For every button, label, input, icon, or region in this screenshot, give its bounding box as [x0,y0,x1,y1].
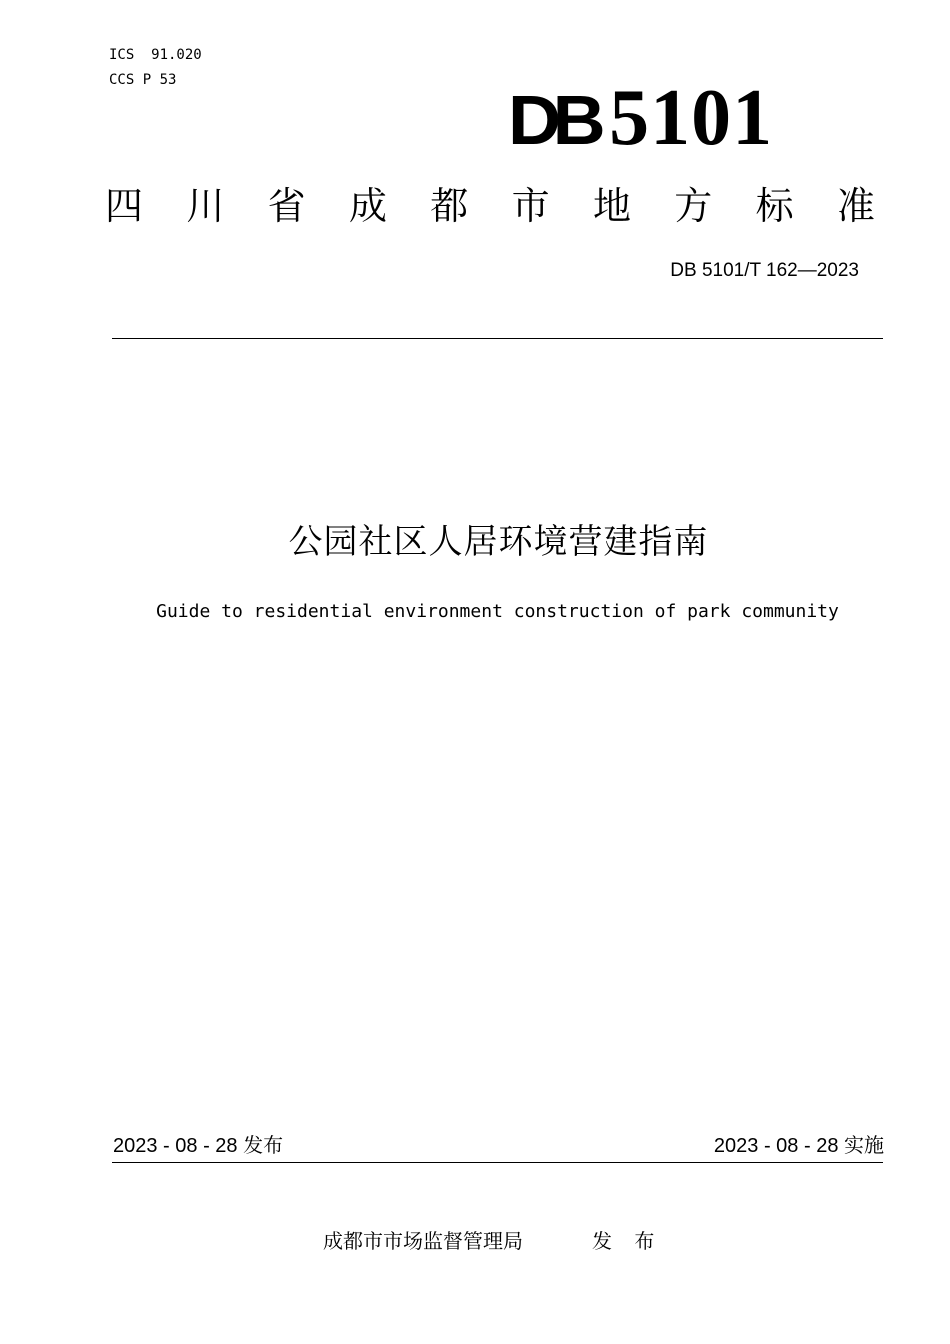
standard-type-char: 都 [430,184,469,228]
standard-type-char: 市 [511,184,550,228]
standard-type-char: 省 [267,184,306,228]
standard-type-char: 川 [186,184,225,228]
standard-type-char: 方 [674,184,713,228]
standard-type-char: 成 [348,184,387,228]
ics-code: ICS 91.020 [109,47,202,63]
standard-type-char: 标 [755,184,794,228]
standard-number: DB 5101/T 162—2023 [670,260,859,281]
bottom-divider [112,1162,883,1163]
title-english: Guide to residential environment construction of park community [156,601,839,622]
issue-date: 2023 - 08 - 28 发布 [113,1135,284,1157]
title-chinese: 公园社区人居环境营建指南 [288,522,709,562]
standard-type-char: 地 [592,184,631,228]
issuer-action: 发 布 [592,1229,663,1253]
standard-type-heading [100,182,880,230]
standard-logo [508,74,774,162]
implementation-date: 2023 - 08 - 28 实施 [713,1135,884,1157]
top-divider [112,338,883,339]
issuer-name: 成都市市场监督管理局 [323,1229,523,1253]
ccs-code: CCS P 53 [109,72,177,88]
standard-type-char: 四 [104,184,143,228]
logo-code: 5101 [609,74,774,162]
standard-type-char: 准 [836,184,875,228]
logo-prefix: DB [508,81,598,159]
